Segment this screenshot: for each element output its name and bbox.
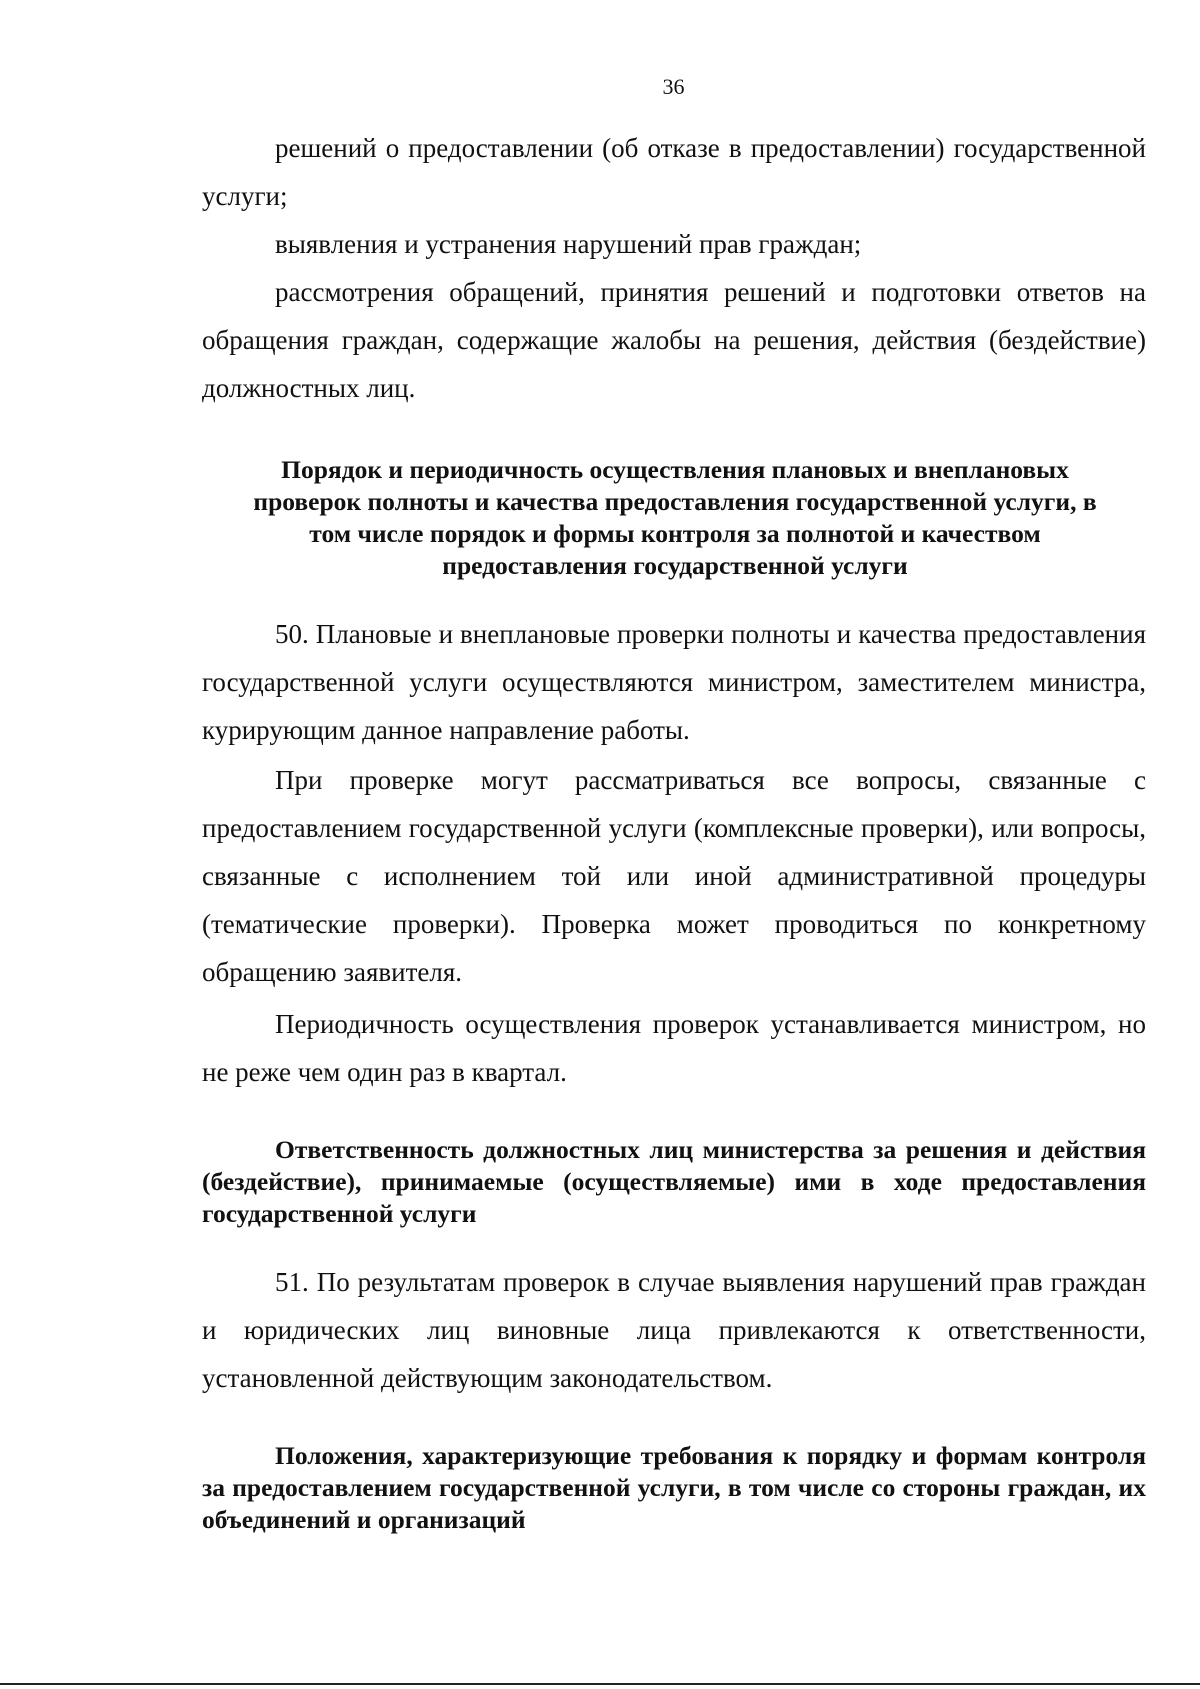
page-number: 36 <box>662 74 685 99</box>
paragraph-decisions <box>202 124 1146 220</box>
paragraph-text: Периодичность осуществления проверок устанавливается министром, но не реже чем один раз в квартал. <box>202 1009 1146 1087</box>
paragraph-inspection-scope <box>202 756 1146 996</box>
section-heading-responsibility <box>202 1134 1146 1230</box>
paragraph-text: 50. Плановые и внеплановые проверки полноты и качества предоставления государственной услуги осуществляются министром, заместителем министра, курирующим данное направление работы. <box>202 619 1146 745</box>
paragraph-item-50 <box>202 610 1146 754</box>
paragraph-text: При проверке могут рассматриваться все вопросы, связанные с предоставлением государственной услуги (комплексные проверки), или вопросы, связанные с исполнением той или иной административной процедуры (тематические проверки). Проверка может проводиться по конкретному обращению заявителя. <box>202 765 1146 987</box>
section-heading-text: Порядок и периодичность осуществления плановых и внеплановых проверок полноты и качества предоставления государственной услуги, в том числе порядок и формы контроля за полнотой и качеством предоставления государственной услуги <box>253 455 1097 580</box>
section-heading-text: Ответственность должностных лиц министерства за решения и действия (бездействие), принимаемые (осуществляемые) ими в ходе предоставления государственной услуги <box>202 1135 1146 1228</box>
page-bottom-rule <box>0 1683 1200 1685</box>
paragraph-text: 51. По результатам проверок в случае выявления нарушений прав граждан и юридических лиц виновные лица привлекаются к ответственности, установленной действующим законодательством. <box>202 1267 1146 1393</box>
section-heading-inspections <box>235 454 1115 582</box>
paragraph-violations <box>202 220 1146 268</box>
section-heading-control-provisions <box>202 1440 1146 1536</box>
paragraph-appeals <box>202 268 1146 412</box>
section-heading-text: Положения, характеризующие требования к порядку и формам контроля за предоставлением государственной услуги, в том числе со стороны граждан, их объединений и организаций <box>202 1441 1146 1534</box>
paragraph-item-51 <box>202 1258 1146 1402</box>
paragraph-text: рассмотрения обращений, принятия решений и подготовки ответов на обращения граждан, содержащие жалобы на решения, действия (бездействие) должностных лиц. <box>202 277 1146 403</box>
paragraph-text: выявления и устранения нарушений прав граждан; <box>275 229 862 259</box>
paragraph-frequency <box>202 1000 1146 1096</box>
paragraph-text: решений о предоставлении (об отказе в предоставлении) государственной услуги; <box>202 133 1146 211</box>
